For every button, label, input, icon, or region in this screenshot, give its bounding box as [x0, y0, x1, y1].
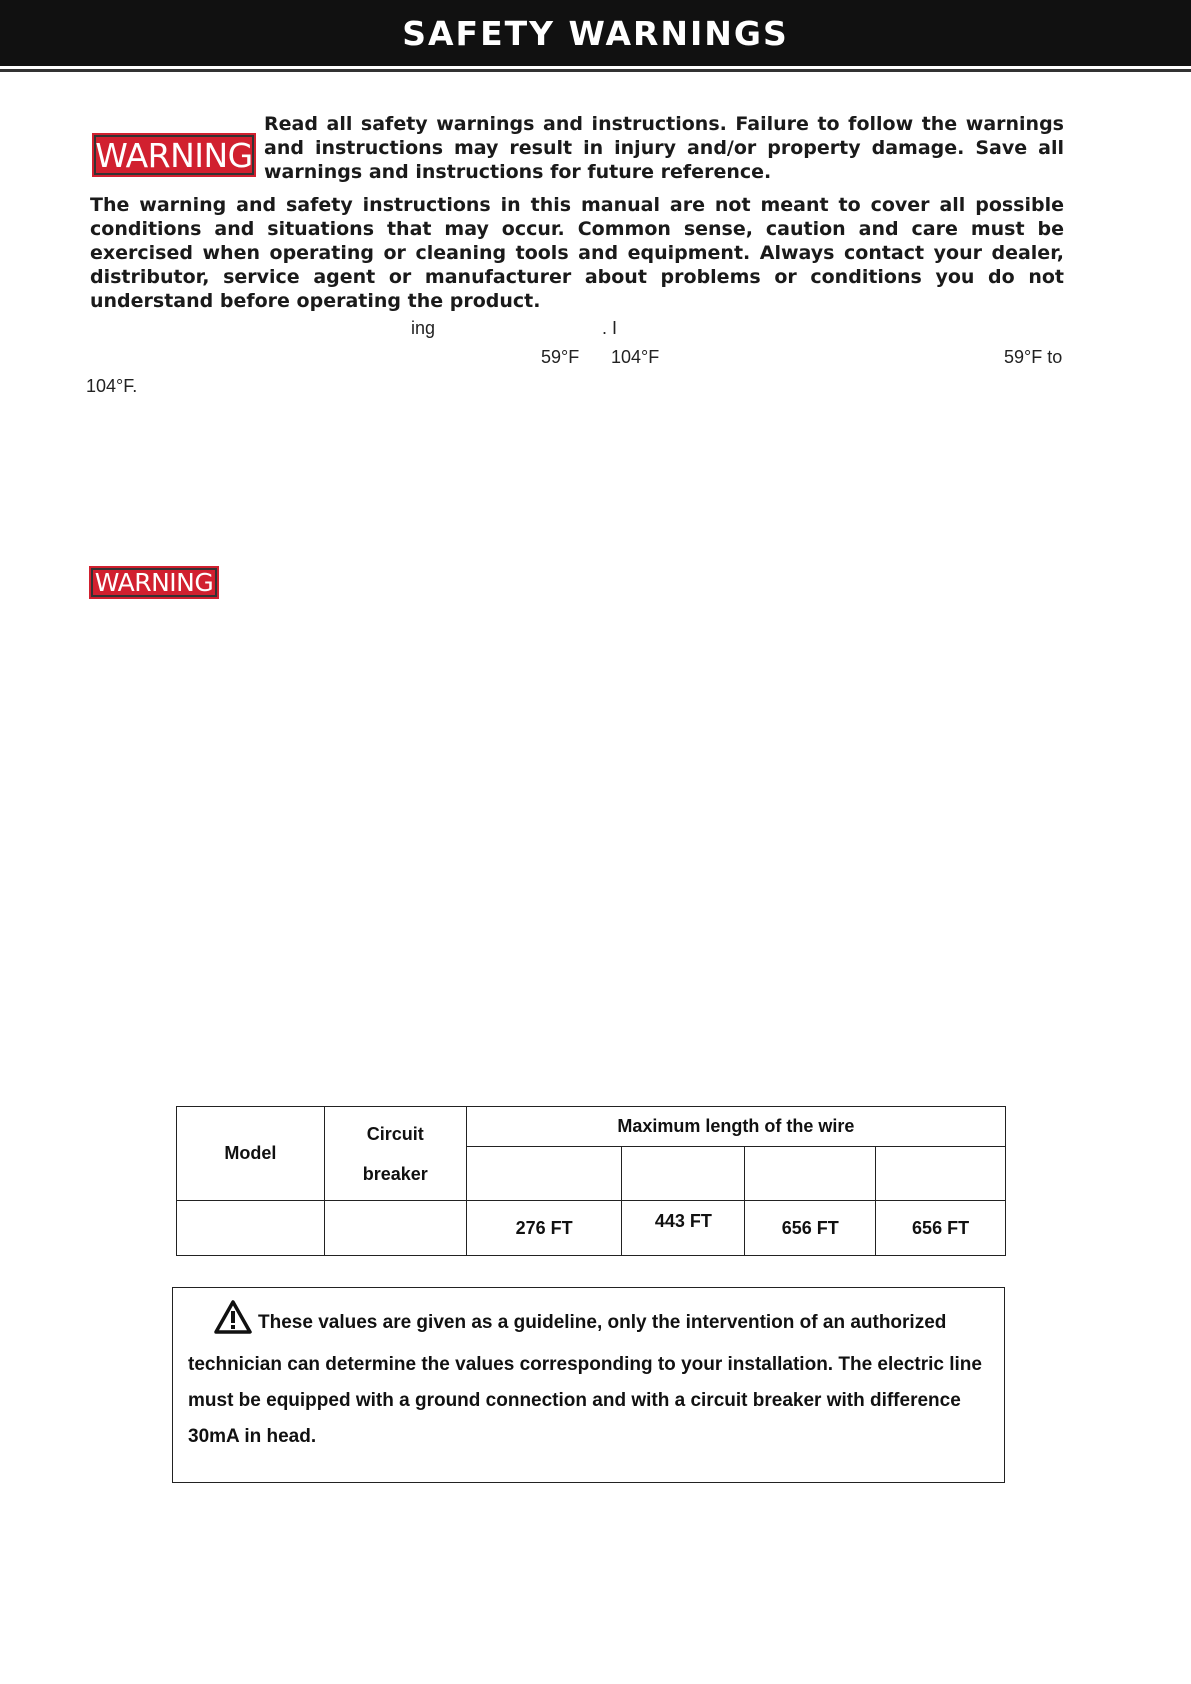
warning-badge-secondary: WARNING — [91, 568, 217, 597]
header-divider — [0, 69, 1191, 72]
temperature-range-end: 104°F. — [86, 376, 138, 396]
table-subheader-cell — [466, 1147, 622, 1201]
table-subheader-cell — [876, 1147, 1006, 1201]
wire-length-table — [176, 1106, 1006, 1256]
temperature-range-start: 59°F to — [1004, 347, 1063, 367]
table-subheader-cell — [622, 1147, 745, 1201]
page-title: SAFETY WARNINGS — [402, 13, 789, 53]
table-header-model: Model — [177, 1107, 325, 1201]
table-header-max-length: Maximum length of the wire — [466, 1107, 1005, 1147]
table-cell-length: 656 FT — [876, 1201, 1006, 1256]
table-header-breaker — [324, 1107, 466, 1201]
warning-triangle-icon — [214, 1300, 252, 1347]
guideline-note-text: These values are given as a guideline, only the intervention of an authorized technician can determine the values corresponding to your installation. The electric line must be equipped with a ground connection and with a circuit breaker with difference 30mA in head. — [188, 1312, 982, 1447]
table-cell-length: 276 FT — [466, 1201, 622, 1256]
table-row — [177, 1201, 1006, 1256]
table-cell-breaker — [324, 1201, 466, 1256]
text-fragment-ing: ing — [411, 318, 436, 338]
warning-badge: WARNING — [95, 135, 253, 175]
table-subheader-cell — [745, 1147, 876, 1201]
temperature-min: 59°F — [541, 347, 580, 367]
guideline-note-box — [172, 1287, 1005, 1483]
page-header-bar — [0, 0, 1191, 66]
manual-disclaimer-text: The warning and safety instructions in this manual are not meant to cover all possible conditions and situations that may occur. Common sense, caution and care must be exercised when operating or cleaning tools and equipment. Always contact your dealer, distributor, service agent or manufacturer about problems or conditions you do not understand before operating the product. — [90, 194, 1064, 312]
table-cell-length: 443 FT — [622, 1201, 745, 1256]
table-cell-model — [177, 1201, 325, 1256]
table-header-breaker-line1: Circuit — [366, 1123, 424, 1144]
text-fragment-dot: . I — [602, 318, 618, 338]
temperature-max: 104°F — [611, 347, 660, 367]
table-cell-length: 656 FT — [745, 1201, 876, 1256]
table-header-breaker-line2: breaker — [362, 1163, 428, 1184]
intro-warning-text: Read all safety warnings and instructions. Failure to follow the warnings and instructions may result in injury and/or property damage. Save all warnings and instructions for future reference. — [264, 113, 1064, 183]
